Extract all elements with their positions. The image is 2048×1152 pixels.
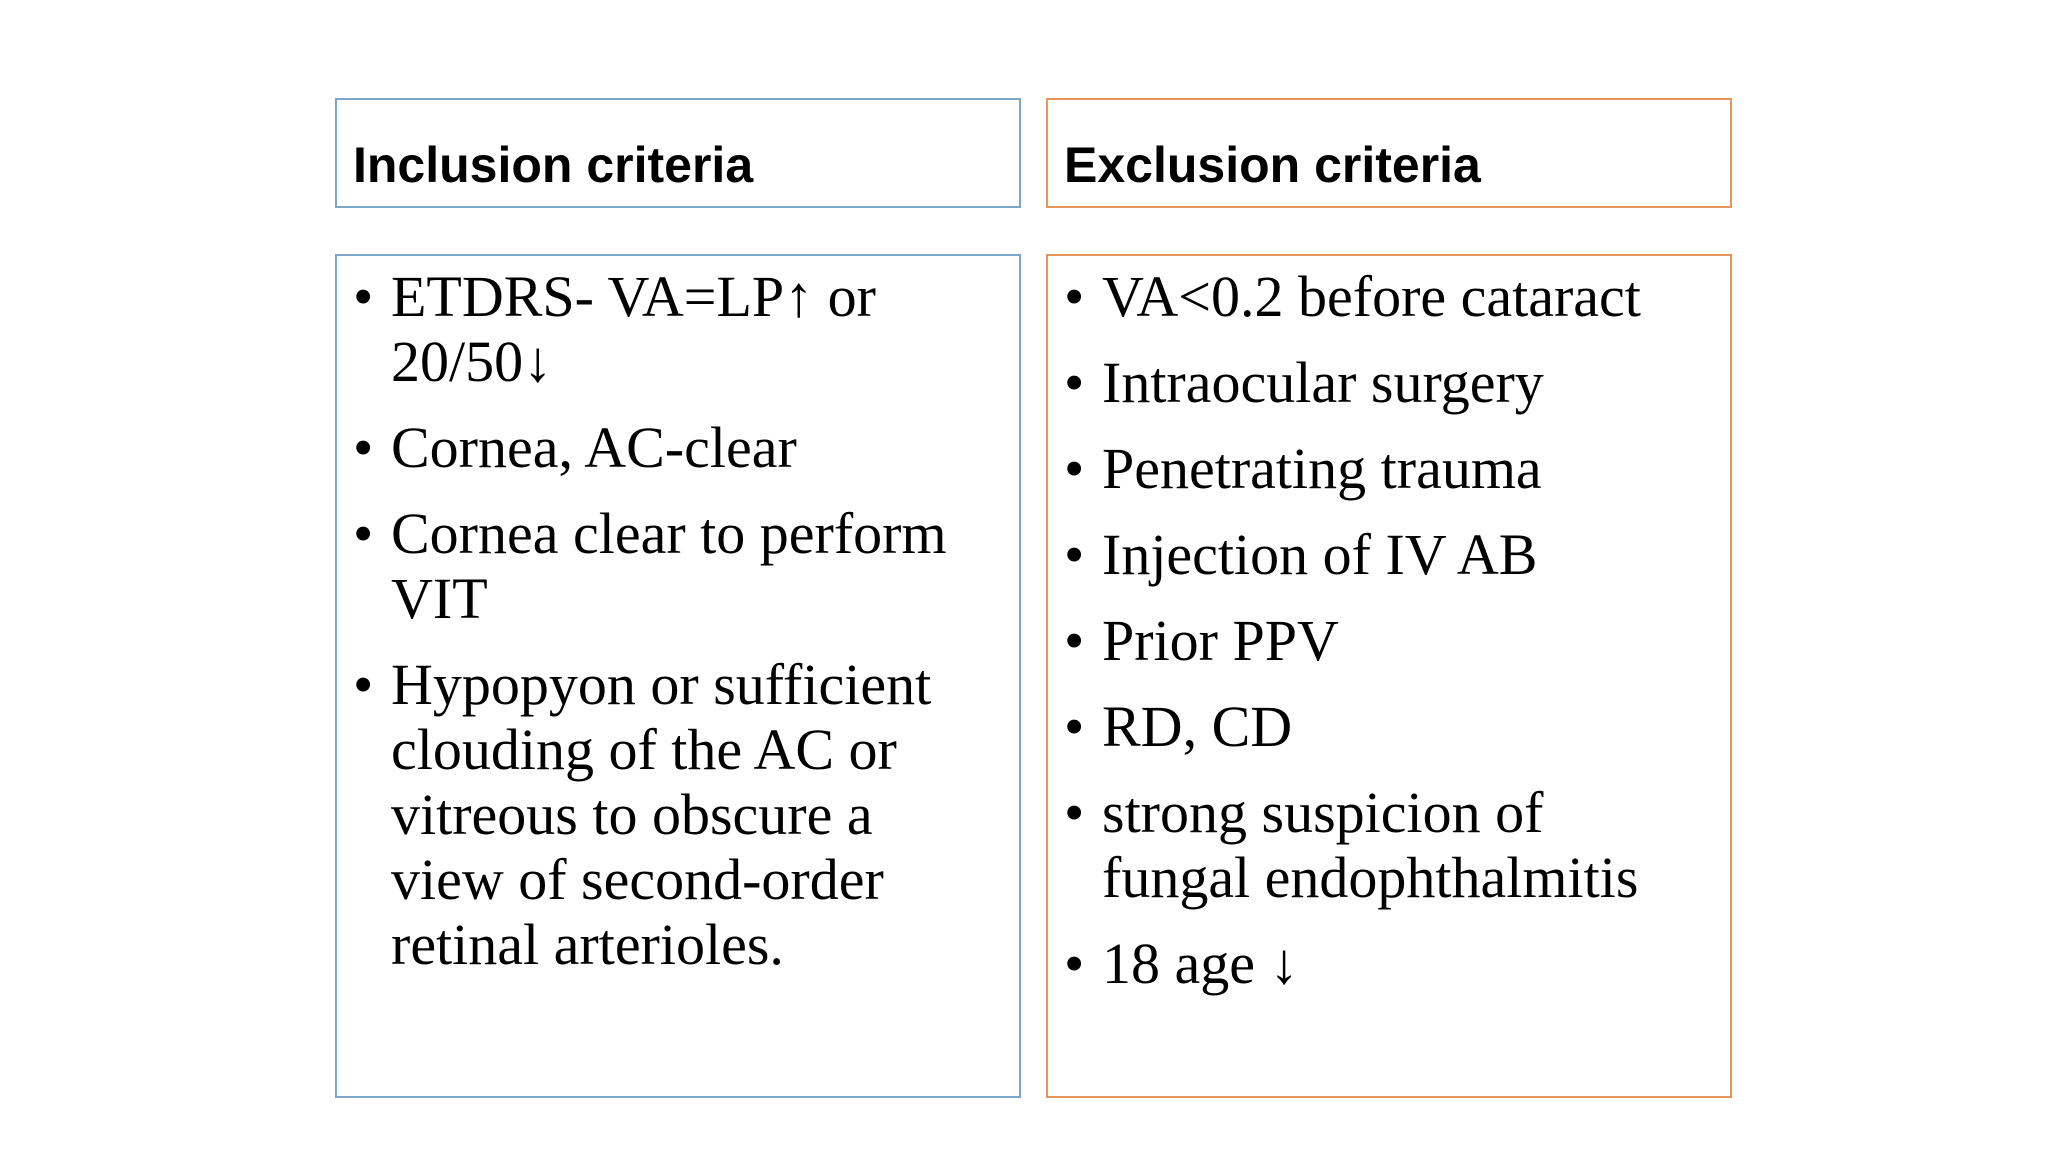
inclusion-header-box <box>335 98 1021 208</box>
exclusion-item-text: Prior PPV <box>1102 608 1339 673</box>
exclusion-item <box>1064 522 1700 587</box>
inclusion-item-text: Hypopyon or sufficient clouding of the AC or vitreous to obscure a view of second-order retinal arterioles. <box>391 652 932 977</box>
exclusion-item-text: Penetrating trauma <box>1102 436 1542 501</box>
inclusion-item <box>353 501 989 631</box>
exclusion-item-text: RD, CD <box>1102 694 1293 759</box>
inclusion-item <box>353 264 989 394</box>
exclusion-item-text: 18 age ↓ <box>1102 931 1299 996</box>
exclusion-item <box>1064 350 1700 415</box>
exclusion-item-text: Injection of IV AB <box>1102 522 1538 587</box>
exclusion-item <box>1064 694 1700 759</box>
exclusion-item <box>1064 608 1700 673</box>
exclusion-list-box <box>1046 254 1732 1098</box>
inclusion-list <box>353 264 989 977</box>
inclusion-title: Inclusion criteria <box>353 137 754 193</box>
bullet-icon: • <box>353 264 374 329</box>
exclusion-title: Exclusion criteria <box>1064 137 1481 193</box>
bullet-icon: • <box>353 415 374 480</box>
bullet-icon: • <box>353 652 374 717</box>
exclusion-item <box>1064 780 1700 910</box>
exclusion-item-text: VA<0.2 before cataract <box>1102 264 1641 329</box>
inclusion-item <box>353 415 989 480</box>
bullet-icon: • <box>1064 264 1085 329</box>
bullet-icon: • <box>1064 350 1085 415</box>
inclusion-item-text: Cornea, AC-clear <box>391 415 797 480</box>
bullet-icon: • <box>1064 694 1085 759</box>
inclusion-item-text: Cornea clear to perform VIT <box>391 501 947 631</box>
bullet-icon: • <box>1064 931 1085 996</box>
bullet-icon: • <box>1064 780 1085 845</box>
exclusion-item <box>1064 931 1700 996</box>
bullet-icon: • <box>1064 522 1085 587</box>
exclusion-header-box <box>1046 98 1732 208</box>
inclusion-item <box>353 652 989 977</box>
inclusion-list-box <box>335 254 1021 1098</box>
bullet-icon: • <box>1064 436 1085 501</box>
bullet-icon: • <box>353 501 374 566</box>
exclusion-item <box>1064 264 1700 329</box>
exclusion-list <box>1064 264 1700 996</box>
bullet-icon: • <box>1064 608 1085 673</box>
exclusion-item-text: Intraocular surgery <box>1102 350 1544 415</box>
exclusion-item-text: strong suspicion of fungal endophthalmitis <box>1102 780 1639 910</box>
exclusion-item <box>1064 436 1700 501</box>
inclusion-item-text: ETDRS- VA=LP↑ or 20/50↓ <box>391 264 876 394</box>
